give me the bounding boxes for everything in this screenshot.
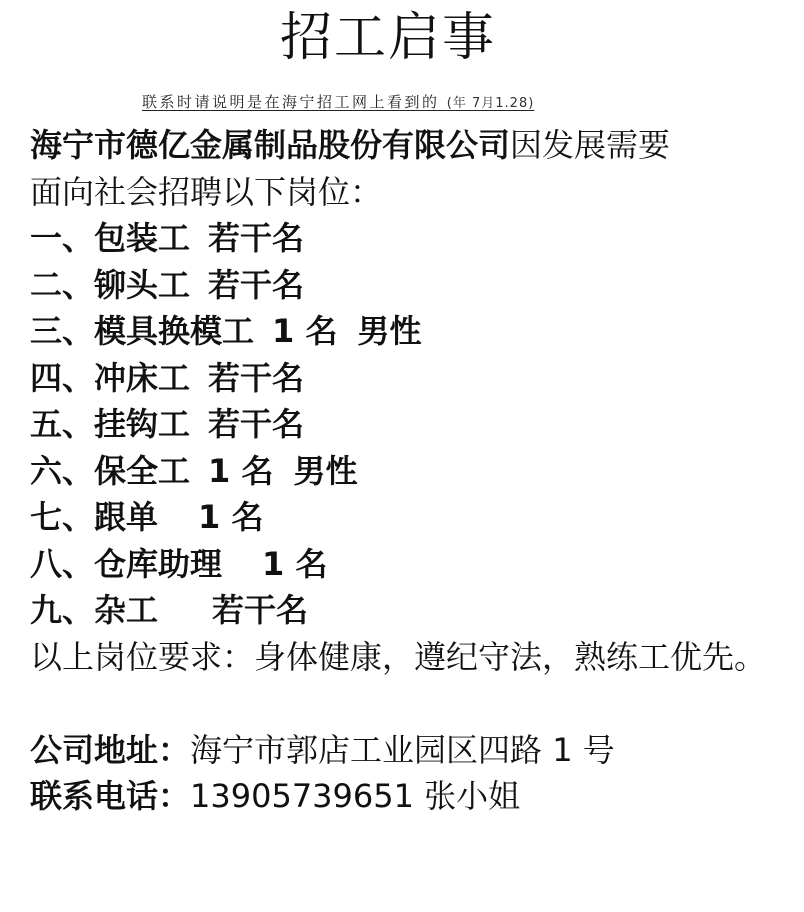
position-index: 三、: [30, 312, 95, 350]
address-label: 公司地址：: [30, 730, 191, 769]
position-index: 六、: [30, 451, 95, 490]
position-count: 1 名: [262, 544, 328, 583]
requirements-text: 以上岗位要求：身体健康，遵纪守法，熟练工优先。: [30, 637, 767, 676]
position-item: [30, 401, 774, 448]
phone-line: [30, 773, 774, 820]
position-item: [30, 541, 774, 588]
position-index: 五、: [30, 405, 95, 443]
position-name: 跟单: [94, 498, 159, 536]
position-index: 八、: [30, 544, 95, 583]
position-index: 九、: [30, 591, 95, 629]
position-count: 1 名: [208, 451, 274, 490]
position-name: 包装工: [94, 219, 191, 257]
position-name: 铆头工: [94, 265, 191, 304]
position-index: 七、: [30, 498, 95, 536]
source-note-text: 联系时请说明是在海宁招工网上看到的: [142, 93, 440, 111]
position-index: 一、: [30, 219, 95, 257]
position-count: 若干名: [208, 219, 305, 257]
position-item: [30, 494, 774, 541]
source-note: [142, 92, 534, 114]
address-line: [30, 727, 774, 774]
position-note: 男性: [293, 451, 358, 490]
position-count: 1 名: [198, 498, 264, 536]
position-name: 冲床工: [94, 358, 191, 397]
page-title: 招工启事: [279, 8, 496, 68]
position-name: 杂工: [94, 591, 159, 629]
position-item: [30, 587, 774, 634]
position-name: 模具换模工: [94, 312, 255, 350]
position-count: 若干名: [208, 358, 305, 397]
intro-line-2: 面向社会招聘以下岗位：: [30, 172, 383, 211]
posting-body: [30, 122, 774, 820]
position-item: [30, 308, 774, 355]
position-count: 若干名: [212, 591, 309, 629]
address-value: 海宁市郭店工业园区四路 1 号: [190, 730, 615, 769]
position-item: [30, 448, 774, 495]
position-count: 若干名: [208, 265, 305, 304]
phone-label: 联系电话：: [30, 777, 191, 815]
position-note: 男性: [357, 312, 422, 350]
position-item: [30, 215, 774, 262]
position-name: 挂钩工: [94, 405, 191, 443]
position-count: 1 名: [272, 312, 338, 350]
position-count: 若干名: [208, 405, 305, 443]
intro-text: 因发展需要: [510, 126, 671, 164]
company-name: 海宁市德亿金属制品股份有限公司: [30, 126, 511, 164]
spacer: [30, 680, 774, 727]
source-note-date: (年 7月1.28): [446, 96, 535, 111]
position-name: 仓库助理: [94, 544, 223, 583]
phone-value: 13905739651 张小姐: [190, 777, 521, 815]
intro-line-1: [30, 122, 774, 169]
position-name: 保全工: [94, 451, 191, 490]
position-index: 四、: [30, 358, 95, 397]
position-index: 二、: [30, 265, 95, 304]
position-item: [30, 262, 774, 309]
position-item: [30, 355, 774, 402]
